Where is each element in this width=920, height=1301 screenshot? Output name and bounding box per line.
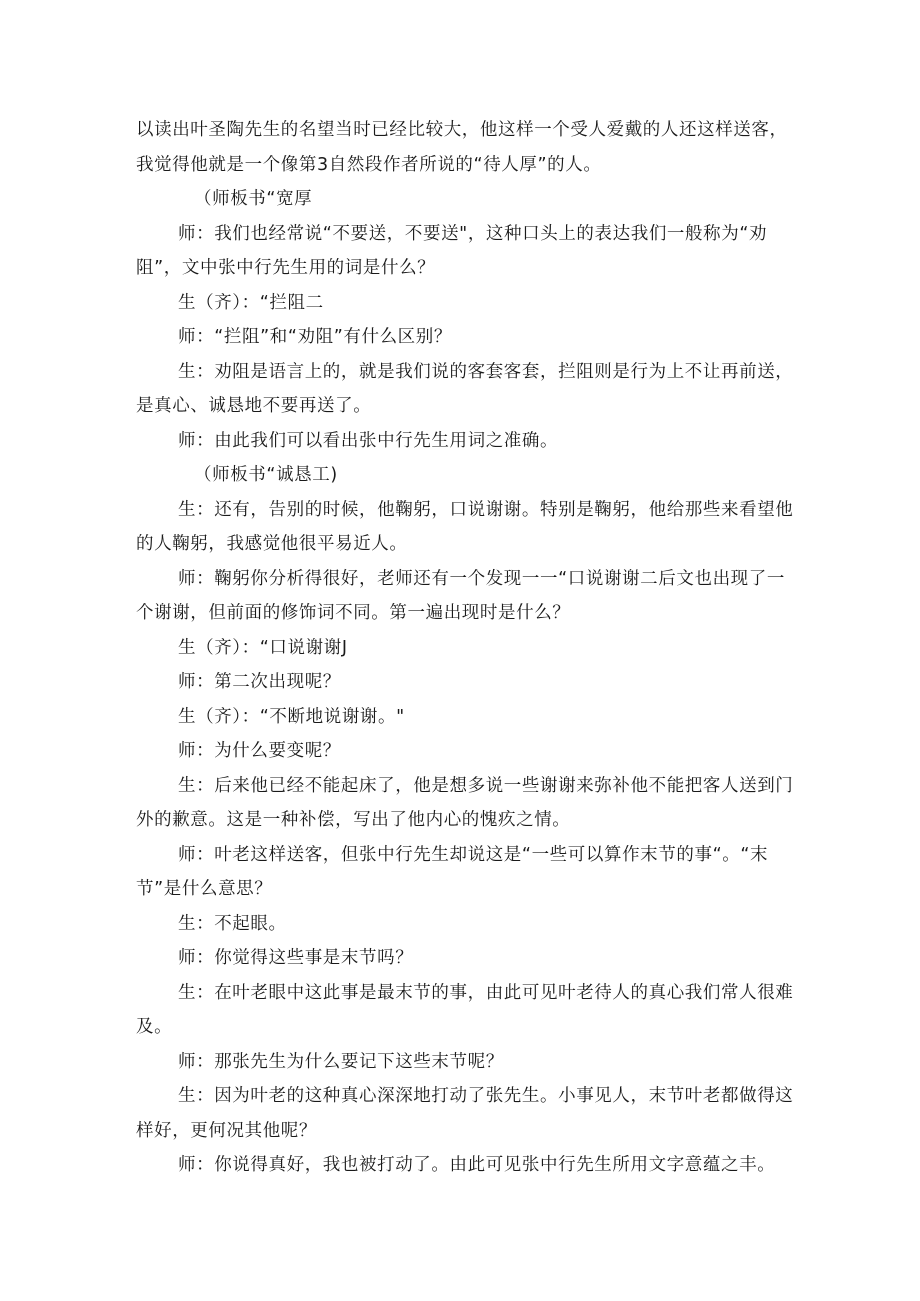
paragraph: 生：还有，告别的时候，他鞠躬，口说谢谢。特别是鞠躬，他给那些来看望他的人鞠躬，我感觉他很平易近人。 — [136, 499, 794, 554]
paragraph: 师：为什么要变呢？ — [178, 741, 341, 761]
paragraph: 生：因为叶老的这种真心深深地打动了张先生。小事见人，末节叶老都做得这样好，更何况其他呢？ — [136, 1086, 794, 1141]
paragraph: 师：鞠躬你分析得很好，老师还有一个发现一一“口说谢谢二后文也出现了一个谢谢，但前面的修饰词不同。第一遍出现时是什么？ — [136, 568, 785, 623]
paragraph: 师：那张先生为什么要记下这些末节呢？ — [178, 1051, 504, 1072]
document-body — [136, 113, 796, 1183]
paragraph: 生（齐）：“不断地说谢谢。" — [178, 706, 405, 727]
paragraph: 师：“拦阻”和“劝阻”有什么区别？ — [178, 327, 452, 347]
paragraph: 师：你说得真好，我也被打动了。由此可见张中行先生所用文字意蕴之丰。 — [178, 1155, 776, 1175]
paragraph: 师：叶老这样送客，但张中行先生却说这是“一些可以算作末节的事“。“末节”是什么意思？ — [136, 844, 769, 899]
paragraph: 师：我们也经常说“不要送，不要送"，这种口头上的表达我们一般称为“劝阻”，文中张中行先生用的词是什么？ — [136, 223, 768, 278]
paragraph: 师：你觉得这些事是末节吗？ — [178, 948, 414, 968]
paragraph: 师：第二次出现呢？ — [178, 672, 341, 692]
board-note: （师板书“诚恳工) — [194, 465, 338, 485]
paragraph: 以读出叶圣陶先生的名望当时已经比较大，他这样一个受人爱戴的人还这样送客，我觉得他就是一个像第3自然段作者所说的“待人厚”的人。 — [136, 120, 788, 175]
board-note: （师板书“宽厚 — [194, 189, 313, 209]
paragraph: 生（齐）：“口说谢谢J — [178, 637, 348, 658]
paragraph: 师：由此我们可以看出张中行先生用词之准确。 — [178, 430, 559, 451]
paragraph: 生：不起眼。 — [178, 913, 287, 934]
paragraph: 生（齐）：“拦阻二 — [178, 292, 324, 313]
paragraph: 生：后来他已经不能起床了，他是想多说一些谢谢来弥补他不能把客人送到门外的歉意。这是一种补偿，写出了他内心的愧疚之情。 — [136, 775, 794, 830]
paragraph: 生：劝阻是语言上的，就是我们说的客套客套，拦阻则是行为上不让再前送，是真心、诚恳地不要再送了。 — [136, 361, 794, 416]
paragraph: 生：在叶老眼中这此事是最末节的事，由此可见叶老待人的真心我们常人很难及。 — [136, 982, 794, 1037]
